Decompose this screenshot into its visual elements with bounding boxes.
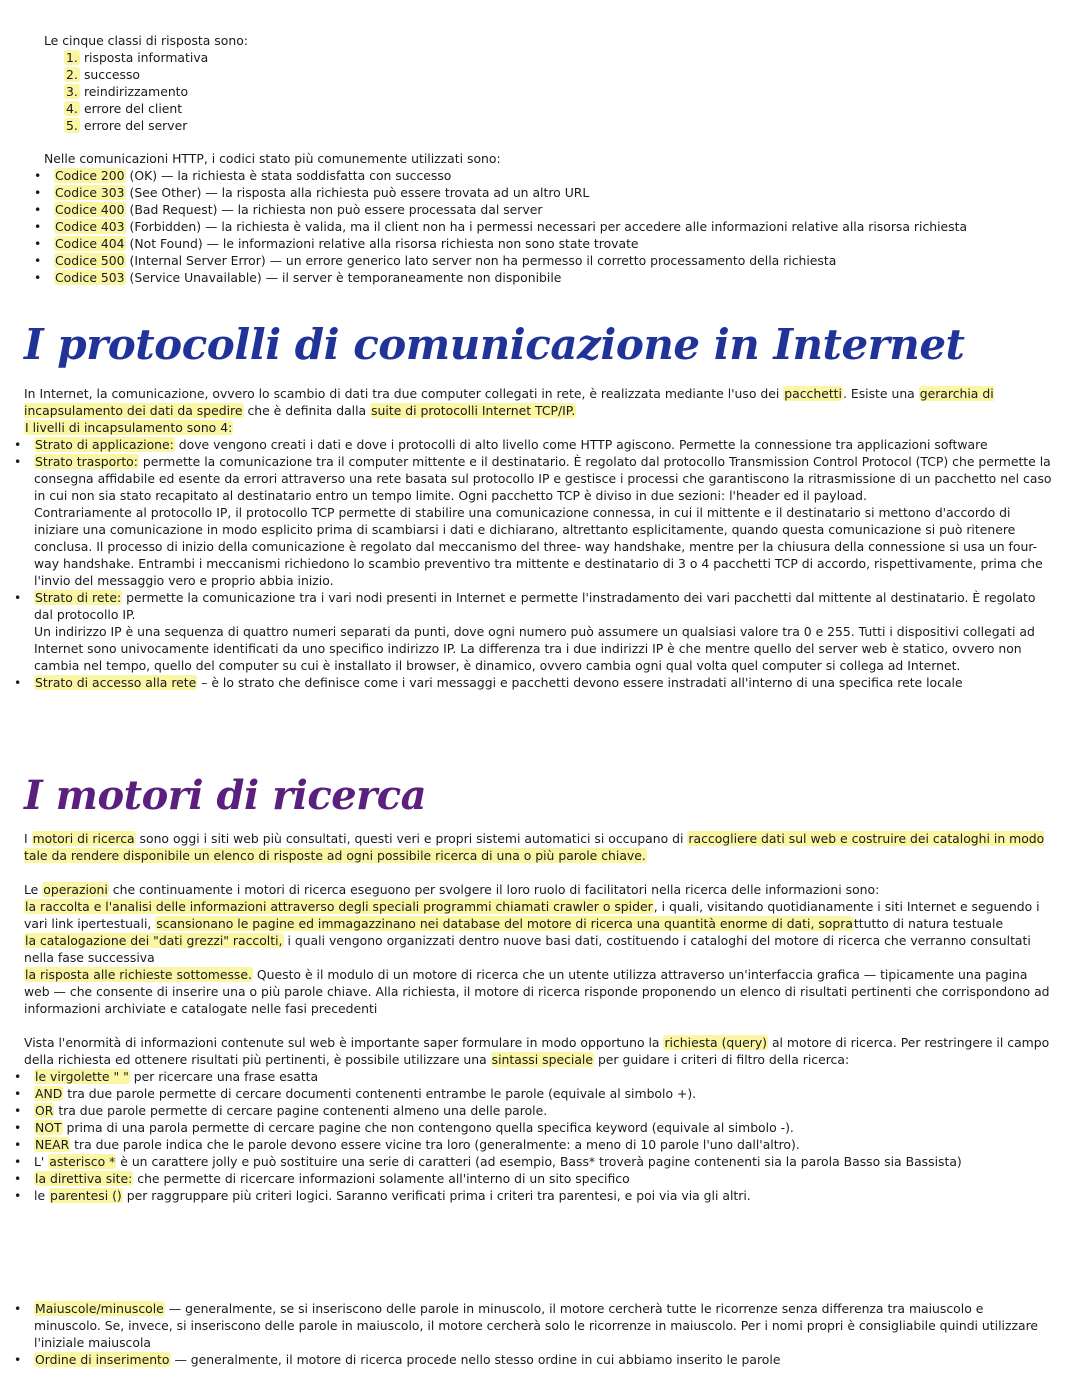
list-item: 1. risposta informativa <box>66 50 209 65</box>
list-item: la catalogazione dei "dati grezzi" raccolti, i quali vengono organizzati dentro nuove basi dati, costituendo i cataloghi del motore di ricerca che verranno consultati nella fase successiva <box>24 933 1031 965</box>
section-title-motori: I motori di ricerca <box>24 772 427 819</box>
paragraph: Contrariamente al protocollo IP, il protocollo TCP permette di stabilire una comunicazione connessa, in cui il mittente e il destinatario si mettono d'accordo di iniziare una comunicazione in modo esplicito prima di scambiarsi i dati e dichiarano, altrettanto esplicitamente, quando questa comunicazione si può ritenere conclusa. Il processo di inizio della comunicazione è regolato dal meccanismo del three- way handshake, mentre per la chiusura della connessione si usa un four-way handshake. Entrambi i meccanismi richiedono lo scambio preventivo tra mittente e destinatario di 3 o 4 pacchetti TCP di accordo, rispettivamente, prima che l'invio del messaggio vero e proprio abbia inizio. <box>34 505 1043 588</box>
list-item: • Strato di accesso alla rete – è lo strato che definisce come i vari messaggi e pacchetti devono essere instradati all'interno di una specifica rete locale <box>14 675 963 690</box>
list-item: • la direttiva site: che permette di ricercare informazioni solamente all'interno di un sito specifico <box>14 1171 630 1186</box>
list-item: la risposta alle richieste sottomesse. Questo è il modulo di un motore di ricerca che un utente utilizza attraverso un'interfaccia grafica — tipicamente una pagina web — che consente di inserire una o più parole chiave. Alla richiesta, il motore di ricerca risponde proponendo un elenco di risultati pertinenti che corrispondono ad informazioni archiviate e catalogate nelle fasi precedenti <box>24 967 1050 1016</box>
list-item: • NOT prima di una parola permette di cercare pagine che non contengono quella specifica keyword (equivale al simbolo -). <box>14 1120 794 1135</box>
list-item: • le parentesi () per raggruppare più criteri logici. Saranno verificati prima i criteri tra parentesi, e poi via via gli altri. <box>14 1188 751 1203</box>
list-item: • Strato trasporto: permette la comunicazione tra il computer mittente e il destinatario. È regolato dal protocollo Transmission Control Protocol (TCP) che permette la consegna affidabile ed esente da errori attraverso una rete basata sul protocollo IP e gestisce i processi che garantiscono la ritrasmissione di un pacchetto nel caso in cui non sia stato recapitato al destinatario entro un tempo limite. Ogni pacchetto TCP è diviso in due sezioni: l'header ed il payload. <box>14 454 1052 503</box>
motori-body <box>14 830 1054 1204</box>
list-item: • L' asterisco * è un carattere jolly e può sostituire una serie di caratteri (ad esempio, Bass* troverà pagine contenenti sia la parola Basso sia Bassista) <box>14 1154 962 1169</box>
list-item: • NEAR tra due parole indica che le parole devono essere vicine tra loro (generalmente: a meno di 10 parole l'uno dall'altro). <box>14 1137 800 1152</box>
list-item: • Maiuscole/minuscole — generalmente, se si inseriscono delle parole in minuscolo, il motore cercherà tutte le ricorrenze senza differenza tra maiuscolo e minuscolo. Se, invece, si inseriscono delle parole in maiuscolo, il motore cercherà solo le ricorrenze in maiuscolo. Per i nomi propri è consigliabile quindi utilizzare l'iniziale maiuscola <box>14 1301 1039 1350</box>
protocolli-intro: In Internet, la comunicazione, ovvero lo scambio di dati tra due computer collegati in rete, è realizzata mediante l'uso dei pacchetti. Esiste una gerarchia di incapsulamento dei dati da spedire che è definita dalla suite di protocolli Internet TCP/IP. <box>24 386 994 418</box>
list-item: • OR tra due parole permette di cercare pagine contenenti almeno una delle parole. <box>14 1103 548 1118</box>
list-item: • Codice 403 (Forbidden) — la richiesta è valida, ma il client non ha i permessi necessari per accedere alle informazioni relative alla risorsa richiesta <box>34 219 968 234</box>
list-item: • Codice 500 (Internal Server Error) — un errore generico lato server non ha permesso il corretto processamento della richiesta <box>34 253 837 268</box>
list-item: • Codice 400 (Bad Request) — la richiesta non può essere processata dal server <box>34 202 543 217</box>
list-item: • Ordine di inserimento — generalmente, il motore di ricerca procede nello stesso ordine in cui abbiamo inserito le parole <box>14 1352 781 1367</box>
list-item: • le virgolette " " per ricercare una frase esatta <box>14 1069 319 1084</box>
list-item: 2. successo <box>66 67 141 82</box>
http-status-codes <box>34 150 1034 286</box>
protocolli-body <box>14 385 1054 691</box>
operazioni-intro: Le operazioni che continuamente i motori di ricerca eseguono per svolgere il loro ruolo di facilitatori nella ricerca delle informazioni sono: <box>24 882 880 897</box>
motori-tips <box>14 1300 1054 1368</box>
list-item: • Codice 404 (Not Found) — le informazioni relative alla risorsa richiesta non sono state trovate <box>34 236 639 251</box>
list-item: 4. errore del client <box>66 101 183 116</box>
livelli-heading: I livelli di incapsulamento sono 4: <box>25 420 233 435</box>
query-intro: Vista l'enormità di informazioni contenute sul web è importante saper formulare in modo opportuno la richiesta (query) al motore di ricerca. Per restringere il campo della richiesta ed ottenere risultati più pertinenti, è possibile utilizzare una sintassi speciale per guidare i criteri di filtro della ricerca: <box>24 1035 1050 1067</box>
response-classes-intro: Le cinque classi di risposta sono: <box>44 33 248 48</box>
list-item: la raccolta e l'analisi delle informazioni attraverso degli speciali programmi chiamati crawler o spider, i quali, visitando quotidianamente i siti Internet e seguendo i vari link ipertestuali, scansionano le pagine ed immagazzinano nei database del motore di ricerca una quantità enorme di dati, soprattutto di natura testuale <box>24 899 1040 931</box>
response-classes <box>44 32 1044 134</box>
list-item: • AND tra due parole permette di cercare documenti contenenti entrambe le parole (equivale al simbolo +). <box>14 1086 697 1101</box>
paragraph: Un indirizzo IP è una sequenza di quattro numeri separati da punti, dove ogni numero può assumere un qualsiasi valore tra 0 e 255. Tutti i dispositivi collegati ad Internet sono univocamente identificati da uno specifico indirizzo IP. La differenza tra i due indirizzi IP è che mentre quello del server web è statico, ovvero non cambia nel tempo, quello del computer su cui è installato il browser, è dinamico, ovvero cambia ogni qual volta quel computer si collega ad Internet. <box>34 624 1035 673</box>
status-codes-intro: Nelle comunicazioni HTTP, i codici stato più comunemente utilizzati sono: <box>44 151 501 166</box>
list-item: • Codice 303 (See Other) — la risposta alla richiesta può essere trovata ad un altro URL <box>34 185 590 200</box>
list-item: 5. errore del server <box>66 118 188 133</box>
section-title-protocolli: I protocolli di comunicazione in Internet <box>24 320 965 369</box>
list-item: • Strato di applicazione: dove vengono creati i dati e dove i protocolli di alto livello come HTTP agiscono. Permette la connessione tra applicazioni software <box>14 437 988 452</box>
list-item: • Strato di rete: permette la comunicazione tra i vari nodi presenti in Internet e permette l'instradamento dei vari pacchetti dal mittente al destinatario. È regolato dal protocollo IP. <box>14 590 1036 622</box>
list-item: 3. reindirizzamento <box>66 84 189 99</box>
motori-intro: I motori di ricerca sono oggi i siti web più consultati, questi veri e propri sistemi automatici si occupano di raccogliere dati sul web e costruire dei cataloghi in modo tale da rendere disponibile un elenco di risposte ad ogni possibile ricerca di una o più parole chiave. <box>24 831 1045 863</box>
list-item: • Codice 200 (OK) — la richiesta è stata soddisfatta con successo <box>34 168 452 183</box>
list-item: • Codice 503 (Service Unavailable) — il server è temporaneamente non disponibile <box>34 270 562 285</box>
